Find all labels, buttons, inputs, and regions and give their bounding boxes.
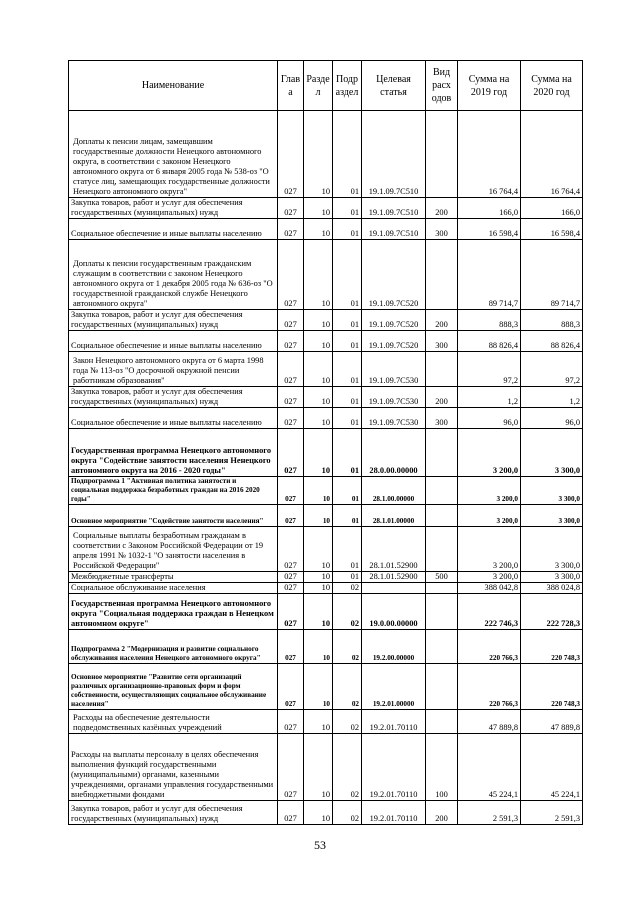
row-razdel: 10 [304,583,333,594]
row-razdel: 10 [304,352,333,387]
table-row [69,352,583,387]
row-sum2019: 16 764,4 [458,111,521,198]
row-sum2020: 166,0 [521,198,583,219]
row-target: 19.1.09.7С520 [362,310,426,331]
row-sum2019: 220 766,3 [458,630,521,664]
row-razdel: 10 [304,801,333,825]
row-sum2019: 97,2 [458,352,521,387]
row-podrazdel: 01 [333,572,362,583]
row-target: 19.2.00.00000 [362,630,426,664]
row-razdel: 10 [304,387,333,408]
table-row [69,219,583,240]
budget-table [68,60,583,825]
row-sum2020: 220 748,3 [521,664,583,710]
row-glava: 027 [278,111,304,198]
row-razdel: 10 [304,240,333,310]
row-podrazdel: 01 [333,408,362,429]
table-row [69,664,583,710]
table-row [69,387,583,408]
table-row [69,198,583,219]
row-vid: 200 [426,387,458,408]
row-glava: 027 [278,331,304,352]
row-podrazdel: 02 [333,734,362,801]
table-row [69,505,583,527]
row-vid: 200 [426,198,458,219]
row-target: 19.2.01.70110 [362,734,426,801]
row-podrazdel: 01 [333,429,362,477]
col-glava-header: Глав а [278,61,304,111]
row-podrazdel: 01 [333,198,362,219]
row-vid: 300 [426,331,458,352]
row-sum2019: 3 200,0 [458,477,521,505]
row-razdel: 10 [304,572,333,583]
row-name: Закупка товаров, работ и услуг для обеспечения государственных (муниципальных) нужд [69,310,278,331]
col-razdel-header: Разде л [304,61,333,111]
row-podrazdel: 01 [333,219,362,240]
row-sum2020: 3 300,0 [521,429,583,477]
row-name: Подпрограмма 1 "Активная политика занятости и социальная поддержка безработных граждан на 2016 2020 годы" [69,477,278,505]
row-target [362,583,426,594]
col-vid-header: Вид расх одов [426,61,458,111]
row-target: 19.0.00.00000 [362,594,426,630]
row-sum2019: 888,3 [458,310,521,331]
row-vid [426,429,458,477]
row-glava: 027 [278,664,304,710]
row-target: 19.2.01.00000 [362,664,426,710]
row-target: 19.1.09.7С510 [362,219,426,240]
row-name: Расходы на обеспечение деятельности подведомственных казённых учреждений [69,710,278,734]
row-sum2019: 89 714,7 [458,240,521,310]
row-sum2019: 88 826,4 [458,331,521,352]
row-sum2020: 89 714,7 [521,240,583,310]
row-glava: 027 [278,387,304,408]
row-target: 19.2.01.70110 [362,801,426,825]
page-number: 53 [314,838,326,852]
col-podrazdel-header: Подр аздел [333,61,362,111]
row-glava: 027 [278,505,304,527]
row-glava: 027 [278,583,304,594]
row-sum2019: 222 746,3 [458,594,521,630]
row-name: Социальное обслуживание населения [69,583,278,594]
row-podrazdel: 02 [333,594,362,630]
row-razdel: 10 [304,429,333,477]
row-name: Расходы на выплаты персоналу в целях обеспечения выполнения функций государственными (муниципальными) органами, казенными учреждениями, органами управления государственными внебюджетными фондами [69,734,278,801]
row-target: 28.0.00.00000 [362,429,426,477]
table-row [69,408,583,429]
row-sum2019: 45 224,1 [458,734,521,801]
table-row [69,710,583,734]
row-name: Закупка товаров, работ и услуг для обеспечения государственных (муниципальных) нужд [69,801,278,825]
table-row [69,594,583,630]
row-sum2019: 3 200,0 [458,429,521,477]
row-glava: 027 [278,710,304,734]
row-glava: 027 [278,429,304,477]
col-sum2020-header: Сумма на 2020 год [521,61,583,111]
row-sum2020: 888,3 [521,310,583,331]
row-name: Доплаты к пенсии лицам, замещавшим государственные должности Ненецкого автономного округа, в соответствии с законом Ненецкого автономного округа от 6 января 2005 года № 538-оз "О статусе лиц, замещающих государственные должности Ненецкого автономного округа" [69,111,278,198]
row-name: Закон Ненецкого автономного округа от 6 марта 1998 года № 113-оз "О досрочной окружной пенсии работникам образования" [69,352,278,387]
row-razdel: 10 [304,710,333,734]
row-vid [426,240,458,310]
row-glava: 027 [278,630,304,664]
row-target: 19.1.09.7С530 [362,352,426,387]
row-sum2020: 388 024,8 [521,583,583,594]
row-podrazdel: 01 [333,240,362,310]
table-row [69,331,583,352]
row-sum2020: 3 300,0 [521,505,583,527]
row-razdel: 10 [304,505,333,527]
table-row [69,240,583,310]
row-vid [426,594,458,630]
table-row [69,630,583,664]
row-sum2020: 2 591,3 [521,801,583,825]
row-razdel: 10 [304,477,333,505]
row-vid [426,583,458,594]
row-target: 28.1.01.52900 [362,527,426,572]
row-vid [426,710,458,734]
row-podrazdel: 01 [333,387,362,408]
row-glava: 027 [278,352,304,387]
row-sum2020: 97,2 [521,352,583,387]
row-vid [426,505,458,527]
row-podrazdel: 02 [333,664,362,710]
row-name: Основное мероприятие "Содействие занятости населения" [69,505,278,527]
row-vid: 200 [426,801,458,825]
row-name: Социальное обеспечение и иные выплаты населению [69,219,278,240]
table-row [69,734,583,801]
row-name: Межбюджетные трансферты [69,572,278,583]
row-glava: 027 [278,801,304,825]
row-razdel: 10 [304,331,333,352]
row-target: 28.1.00.00000 [362,477,426,505]
row-sum2019: 388 042,8 [458,583,521,594]
row-podrazdel: 02 [333,710,362,734]
row-sum2019: 3 200,0 [458,572,521,583]
row-podrazdel: 02 [333,630,362,664]
row-vid: 100 [426,734,458,801]
row-name: Государственная программа Ненецкого автономного округа "Социальная поддержка граждан в Ненецком автономном округе" [69,594,278,630]
row-podrazdel: 01 [333,331,362,352]
row-name: Социальное обеспечение и иные выплаты населению [69,408,278,429]
row-sum2020: 3 300,0 [521,477,583,505]
row-razdel: 10 [304,198,333,219]
row-vid: 300 [426,219,458,240]
row-glava: 027 [278,198,304,219]
table-row [69,583,583,594]
row-vid [426,527,458,572]
row-sum2020: 1,2 [521,387,583,408]
row-sum2019: 166,0 [458,198,521,219]
table-row [69,801,583,825]
row-razdel: 10 [304,664,333,710]
row-sum2019: 3 200,0 [458,505,521,527]
row-sum2020: 222 728,3 [521,594,583,630]
row-target: 19.1.09.7С530 [362,387,426,408]
row-name: Социальные выплаты безработным гражданам в соответствии с Законом Российской Федерации от 19 апреля 1991 № 1032-1 "О занятости населения в Российской Федерации" [69,527,278,572]
row-vid [426,630,458,664]
row-target: 19.1.09.7С520 [362,331,426,352]
row-vid: 200 [426,310,458,331]
row-vid [426,664,458,710]
row-podrazdel: 02 [333,583,362,594]
row-razdel: 10 [304,630,333,664]
row-sum2020: 45 224,1 [521,734,583,801]
row-sum2020: 47 889,8 [521,710,583,734]
row-glava: 027 [278,310,304,331]
row-podrazdel: 01 [333,527,362,572]
row-target: 19.2.01.70110 [362,710,426,734]
row-vid [426,111,458,198]
row-target: 28.1.01.52900 [362,572,426,583]
row-glava: 027 [278,219,304,240]
row-sum2019: 2 591,3 [458,801,521,825]
row-target: 19.1.09.7С510 [362,198,426,219]
row-razdel: 10 [304,594,333,630]
row-glava: 027 [278,594,304,630]
row-sum2020: 96,0 [521,408,583,429]
table-row [69,429,583,477]
row-sum2019: 16 598,4 [458,219,521,240]
row-target: 19.1.09.7С520 [362,240,426,310]
table-row [69,111,583,198]
row-vid [426,352,458,387]
row-razdel: 10 [304,527,333,572]
table-body [69,111,583,825]
row-glava: 027 [278,477,304,505]
col-sum2019-header: Сумма на 2019 год [458,61,521,111]
row-sum2019: 96,0 [458,408,521,429]
row-name: Подпрограмма 2 "Модернизация и развитие социального обслуживания населения Ненецкого автономного округа" [69,630,278,664]
row-sum2019: 47 889,8 [458,710,521,734]
row-name: Социальное обеспечение и иные выплаты населению [69,331,278,352]
row-razdel: 10 [304,111,333,198]
row-glava: 027 [278,240,304,310]
row-podrazdel: 02 [333,801,362,825]
row-vid [426,477,458,505]
row-razdel: 10 [304,219,333,240]
row-podrazdel: 01 [333,505,362,527]
table-header [69,61,583,111]
row-glava: 027 [278,734,304,801]
row-target: 19.1.09.7С530 [362,408,426,429]
row-glava: 027 [278,408,304,429]
row-sum2020: 16 598,4 [521,219,583,240]
row-sum2019: 1,2 [458,387,521,408]
col-name-header: Наименование [69,61,278,111]
table-row [69,572,583,583]
row-sum2019: 220 766,3 [458,664,521,710]
row-sum2019: 3 200,0 [458,527,521,572]
row-name: Закупка товаров, работ и услуг для обеспечения государственных (муниципальных) нужд [69,387,278,408]
row-vid: 500 [426,572,458,583]
row-name: Закупка товаров, работ и услуг для обеспечения государственных (муниципальных) нужд [69,198,278,219]
row-podrazdel: 01 [333,477,362,505]
row-podrazdel: 01 [333,111,362,198]
row-vid: 300 [426,408,458,429]
row-name: Государственная программа Ненецкого автономного округа "Содействие занятости населения Ненецкого автономного округа на 2016 - 2020 годы" [69,429,278,477]
row-podrazdel: 01 [333,352,362,387]
table-row [69,310,583,331]
row-glava: 027 [278,527,304,572]
row-glava: 027 [278,572,304,583]
table-row [69,527,583,572]
row-sum2020: 3 300,0 [521,527,583,572]
row-sum2020: 3 300,0 [521,572,583,583]
row-podrazdel: 01 [333,310,362,331]
row-razdel: 10 [304,310,333,331]
col-target-header: Целевая статья [362,61,426,111]
row-name: Доплаты к пенсии государственным гражданским служащим в соответствии с законом Ненецкого автономного округа от 1 декабря 2005 года № 636-оз "О государственной гражданской службе Ненецкого автономного округа" [69,240,278,310]
row-razdel: 10 [304,734,333,801]
row-sum2020: 88 826,4 [521,331,583,352]
row-target: 19.1.09.7С510 [362,111,426,198]
row-name: Основное мероприятие "Развитие сети организаций различных организационно-правовых форм и форм собственности, осуществляющих социальное обслуживание населения" [69,664,278,710]
table-row [69,477,583,505]
row-sum2020: 16 764,4 [521,111,583,198]
row-target: 28.1.01.00000 [362,505,426,527]
row-sum2020: 220 748,3 [521,630,583,664]
row-razdel: 10 [304,408,333,429]
